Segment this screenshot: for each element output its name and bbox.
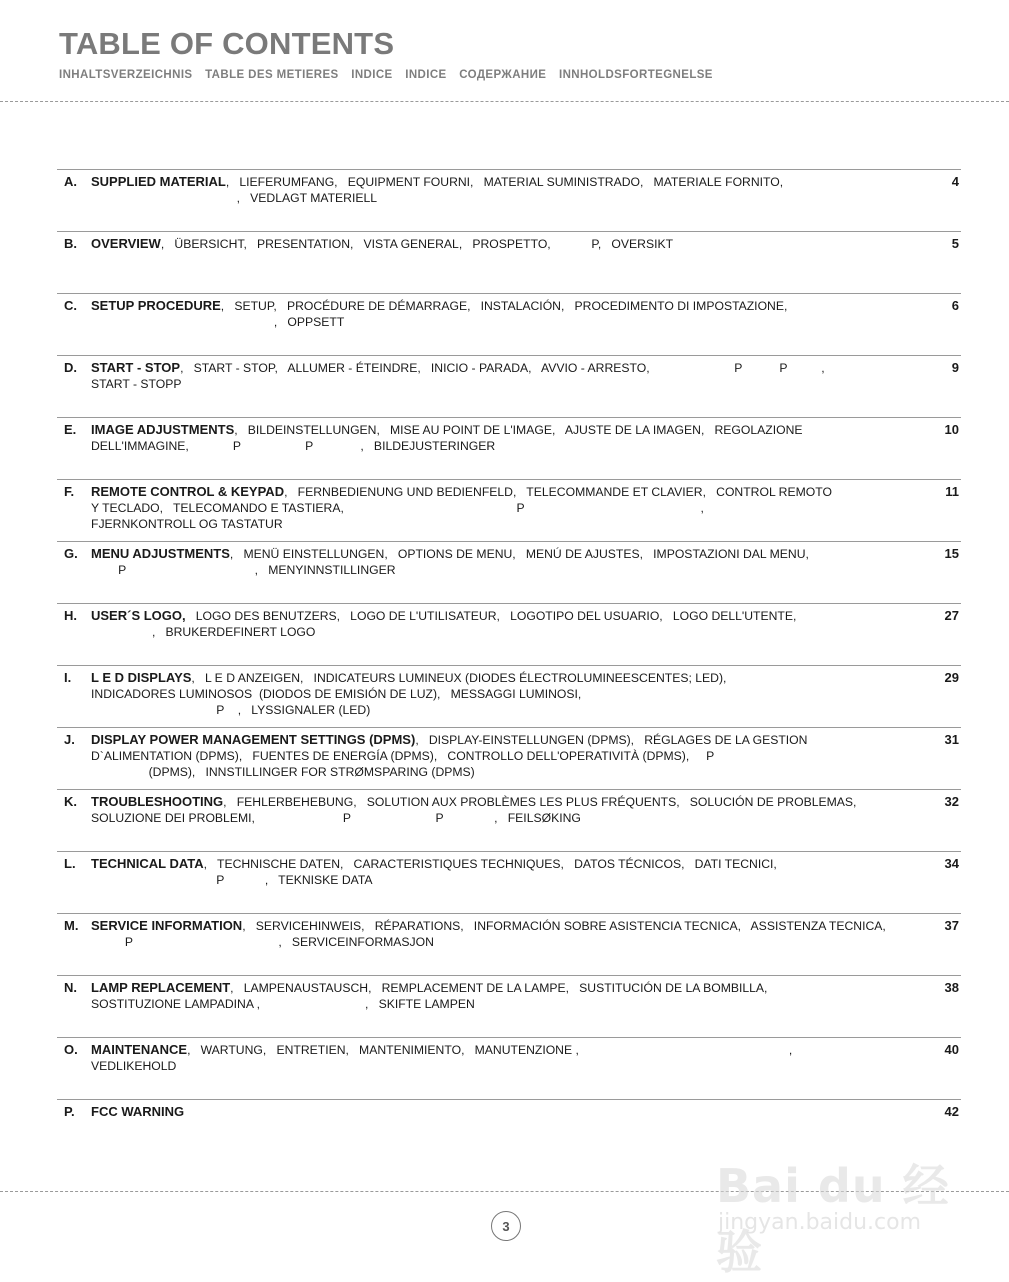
toc-entry-letter: P.	[64, 1104, 75, 1119]
toc-entry-page: 31	[944, 732, 959, 747]
toc-entry-heading: MENU ADJUSTMENTS	[91, 546, 230, 561]
toc-entry-heading: DISPLAY POWER MANAGEMENT SETTINGS (DPMS)	[91, 732, 416, 747]
toc-entry-heading: TROUBLESHOOTING	[91, 794, 224, 809]
toc-entry-letter: E.	[64, 422, 77, 437]
toc-entry-page: 10	[944, 422, 959, 437]
toc-entry-text	[91, 422, 901, 454]
toc-entry-text	[91, 546, 901, 578]
toc-entry-page: 38	[944, 980, 959, 995]
toc-entry-letter: B.	[64, 236, 77, 251]
toc-entry-letter: J.	[64, 732, 75, 747]
toc-entry[interactable]	[57, 851, 961, 913]
toc-entry-text	[91, 236, 901, 252]
toc-entry-letter: A.	[64, 174, 77, 189]
toc-entry-translations: , TECHNISCHE DATEN, CARACTERISTIQUES TECHNIQUES, DATOS TÉCNICOS, DATI TECNICI, P , TEKNISKE DATA	[203, 857, 777, 887]
watermark	[716, 1120, 956, 1279]
toc-entry-letter: L.	[64, 856, 76, 871]
toc-entry[interactable]	[57, 417, 961, 479]
subtitle-de: INHALTSVERZEICHNIS	[59, 69, 193, 81]
toc-entry-translations: , MENÜ EINSTELLUNGEN, OPTIONS DE MENU, MENÚ DE AJUSTES, IMPOSTAZIONI DAL MENU, P , MENYINNSTILLINGER	[118, 547, 809, 577]
toc-entry-text	[91, 1104, 901, 1120]
toc-entry-translations: , LAMPENAUSTAUSCH, REMPLACEMENT DE LA LAMPE, SUSTITUCIÓN DE LA BOMBILLA, SOSTITUZIONE LAMPADINA , , SKIFTE LAMPEN	[91, 981, 768, 1011]
toc-entry-heading: SUPPLIED MATERIAL	[91, 174, 226, 189]
toc-entry-translations: , BILDEINSTELLUNGEN, MISE AU POINT DE L'IMAGE, AJUSTE DE LA IMAGEN, REGOLAZIONE DELL'IMMAGINE, P P , BILDEJUSTERINGER	[91, 423, 803, 453]
toc-entry-page: 37	[944, 918, 959, 933]
toc-entry-translations: , LIEFERUMFANG, EQUIPMENT FOURNI, MATERIAL SUMINISTRADO, MATERIALE FORNITO, , VEDLAGT MATERIELL	[225, 175, 784, 205]
page-number: 3	[491, 1211, 521, 1241]
toc-entry-page: 29	[944, 670, 959, 685]
toc-entry-translations: , DISPLAY-EINSTELLUNGEN (DPMS), RÉGLAGES DE LA GESTION D`ALIMENTATION (DPMS), FUENTES DE ENERGÍA (DPMS), CONTROLLO DELL'OPERATIVITÀ (DPMS), P (DPMS), INNSTILLINGER FOR STRØMSPARING (DPMS)	[91, 733, 808, 779]
toc-entry-page: 40	[944, 1042, 959, 1057]
toc-entry-text	[91, 1042, 901, 1074]
toc-entry[interactable]	[57, 913, 961, 975]
toc-entry[interactable]	[57, 479, 961, 541]
toc-entry-letter: K.	[64, 794, 77, 809]
toc-entry-translations: , WARTUNG, ENTRETIEN, MANTENIMIENTO, MANUTENZIONE , , VEDLIKEHOLD	[91, 1043, 793, 1073]
toc-entry-heading: OVERVIEW	[91, 236, 161, 251]
toc-entry-text	[91, 608, 901, 640]
toc-entry-page: 27	[944, 608, 959, 623]
subtitle-fr: TABLE DES METIERES	[205, 69, 339, 81]
toc-entry-page: 42	[944, 1104, 959, 1119]
toc-entry-heading: USER´S LOGO,	[91, 608, 186, 623]
toc-entry-letter: C.	[64, 298, 77, 313]
toc-entry-heading: IMAGE ADJUSTMENTS	[91, 422, 235, 437]
toc-entry-heading: SETUP PROCEDURE	[91, 298, 221, 313]
toc-entry[interactable]	[57, 789, 961, 851]
toc-entry-page: 6	[951, 298, 959, 313]
toc-entry[interactable]	[57, 727, 961, 789]
toc-entry-text	[91, 298, 901, 330]
toc-entry-page: 15	[944, 546, 959, 561]
toc-entry-translations: , FEHLERBEHEBUNG, SOLUTION AUX PROBLÈMES LES PLUS FRÉQUENTS, SOLUCIÓN DE PROBLEMAS, SOLUZIONE DEI PROBLEMI, P P , FEILSØKING	[91, 795, 857, 825]
toc-entry-heading: LAMP REPLACEMENT	[91, 980, 231, 995]
toc-entry-text	[91, 856, 901, 888]
toc-entry-heading: TECHNICAL DATA	[91, 856, 204, 871]
toc-entry-text	[91, 670, 901, 718]
toc-entry-letter: G.	[64, 546, 78, 561]
toc-list	[57, 169, 961, 1161]
toc-entry-heading: REMOTE CONTROL & KEYPAD	[91, 484, 285, 499]
toc-entry-text	[91, 918, 901, 950]
subtitle-es: INDICE	[351, 69, 393, 81]
toc-entry-text	[91, 794, 901, 826]
toc-entry-heading: FCC WARNING	[91, 1104, 185, 1119]
toc-entry-text	[91, 732, 901, 780]
toc-entry[interactable]	[57, 975, 961, 1037]
toc-entry-translations: , SERVICEHINWEIS, RÉPARATIONS, INFORMACIÓN SOBRE ASISTENCIA TECNICA, ASSISTENZA TECNICA, P , SERVICEINFORMASJON	[124, 919, 886, 949]
watermark-url: jingyan.baidu.com	[718, 1210, 922, 1235]
toc-entry-letter: D.	[64, 360, 77, 375]
page-title: TABLE OF CONTENTS	[59, 26, 395, 61]
watermark-brand: Bai du 经验	[716, 1159, 950, 1279]
toc-entry[interactable]	[57, 231, 961, 293]
top-divider	[0, 101, 1009, 102]
toc-entry[interactable]	[57, 169, 961, 231]
toc-entry-page: 5	[951, 236, 959, 251]
toc-entry-letter: I.	[64, 670, 72, 685]
toc-entry-text	[91, 484, 901, 532]
toc-entry-page: 4	[951, 174, 959, 189]
toc-entry-heading: L E D DISPLAYS	[91, 670, 192, 685]
toc-entry[interactable]	[57, 355, 961, 417]
toc-entry-translations: LOGO DES BENUTZERS, LOGO DE L'UTILISATEUR, LOGOTIPO DEL USUARIO, LOGO DELL'UTENTE, , BRUKERDEFINERT LOGO	[151, 609, 797, 639]
toc-entry-letter: O.	[64, 1042, 78, 1057]
subtitle-no: INNHOLDSFORTEGNELSE	[558, 69, 713, 81]
toc-entry-letter: M.	[64, 918, 79, 933]
toc-entry-translations: , L E D ANZEIGEN, INDICATEURS LUMINEUX (DIODES ÉLECTROLUMINEESCENTES; LED), INDICADORES LUMINOSOS (DIODOS DE EMISIÓN DE LUZ), MESSAGGI LUMINOSI, P , LYSSIGNALER (LED)	[91, 671, 727, 717]
toc-entry[interactable]	[57, 1037, 961, 1099]
toc-entry-letter: H.	[64, 608, 77, 623]
toc-entry-translations: , FERNBEDIENUNG UND BEDIENFELD, TELECOMMANDE ET CLAVIER, CONTROL REMOTO Y TECLADO, TELECOMANDO E TASTIERA, P , FJERNKONTROLL OG TASTATUR	[91, 485, 832, 531]
toc-entry-text	[91, 360, 901, 392]
toc-entry-page: 9	[951, 360, 959, 375]
subtitle-ru: СОДЕРЖАНИЕ	[459, 69, 547, 81]
toc-entry-letter: F.	[64, 484, 75, 499]
subtitle-languages	[59, 69, 722, 81]
toc-entry-page: 11	[945, 484, 959, 499]
toc-entry-text	[91, 174, 901, 206]
toc-entry-heading: START - STOP	[91, 360, 181, 375]
toc-entry[interactable]	[57, 293, 961, 355]
toc-entry-letter: N.	[64, 980, 77, 995]
toc-entry[interactable]	[57, 541, 961, 603]
toc-entry-translations: , START - STOP, ALLUMER - ÉTEINDRE, INICIO - PARADA, AVVIO - ARRESTO, P P , START - STOPP	[91, 361, 825, 391]
toc-entry[interactable]	[57, 665, 961, 727]
toc-entry-heading: MAINTENANCE	[91, 1042, 188, 1057]
toc-entry-translations: , ÜBERSICHT, PRESENTATION, VISTA GENERAL, PROSPETTO, P, OVERSIKT	[160, 237, 674, 251]
toc-entry-translations: , SETUP, PROCÉDURE DE DÉMARRAGE, INSTALACIÓN, PROCEDIMENTO DI IMPOSTAZIONE, , OPPSETT	[220, 299, 788, 329]
subtitle-it: INDICE	[405, 69, 447, 81]
toc-entry-page: 32	[944, 794, 959, 809]
toc-entry[interactable]	[57, 603, 961, 665]
toc-entry-heading: SERVICE INFORMATION	[91, 918, 243, 933]
toc-entry-text	[91, 980, 901, 1012]
toc-entry-page: 34	[944, 856, 959, 871]
